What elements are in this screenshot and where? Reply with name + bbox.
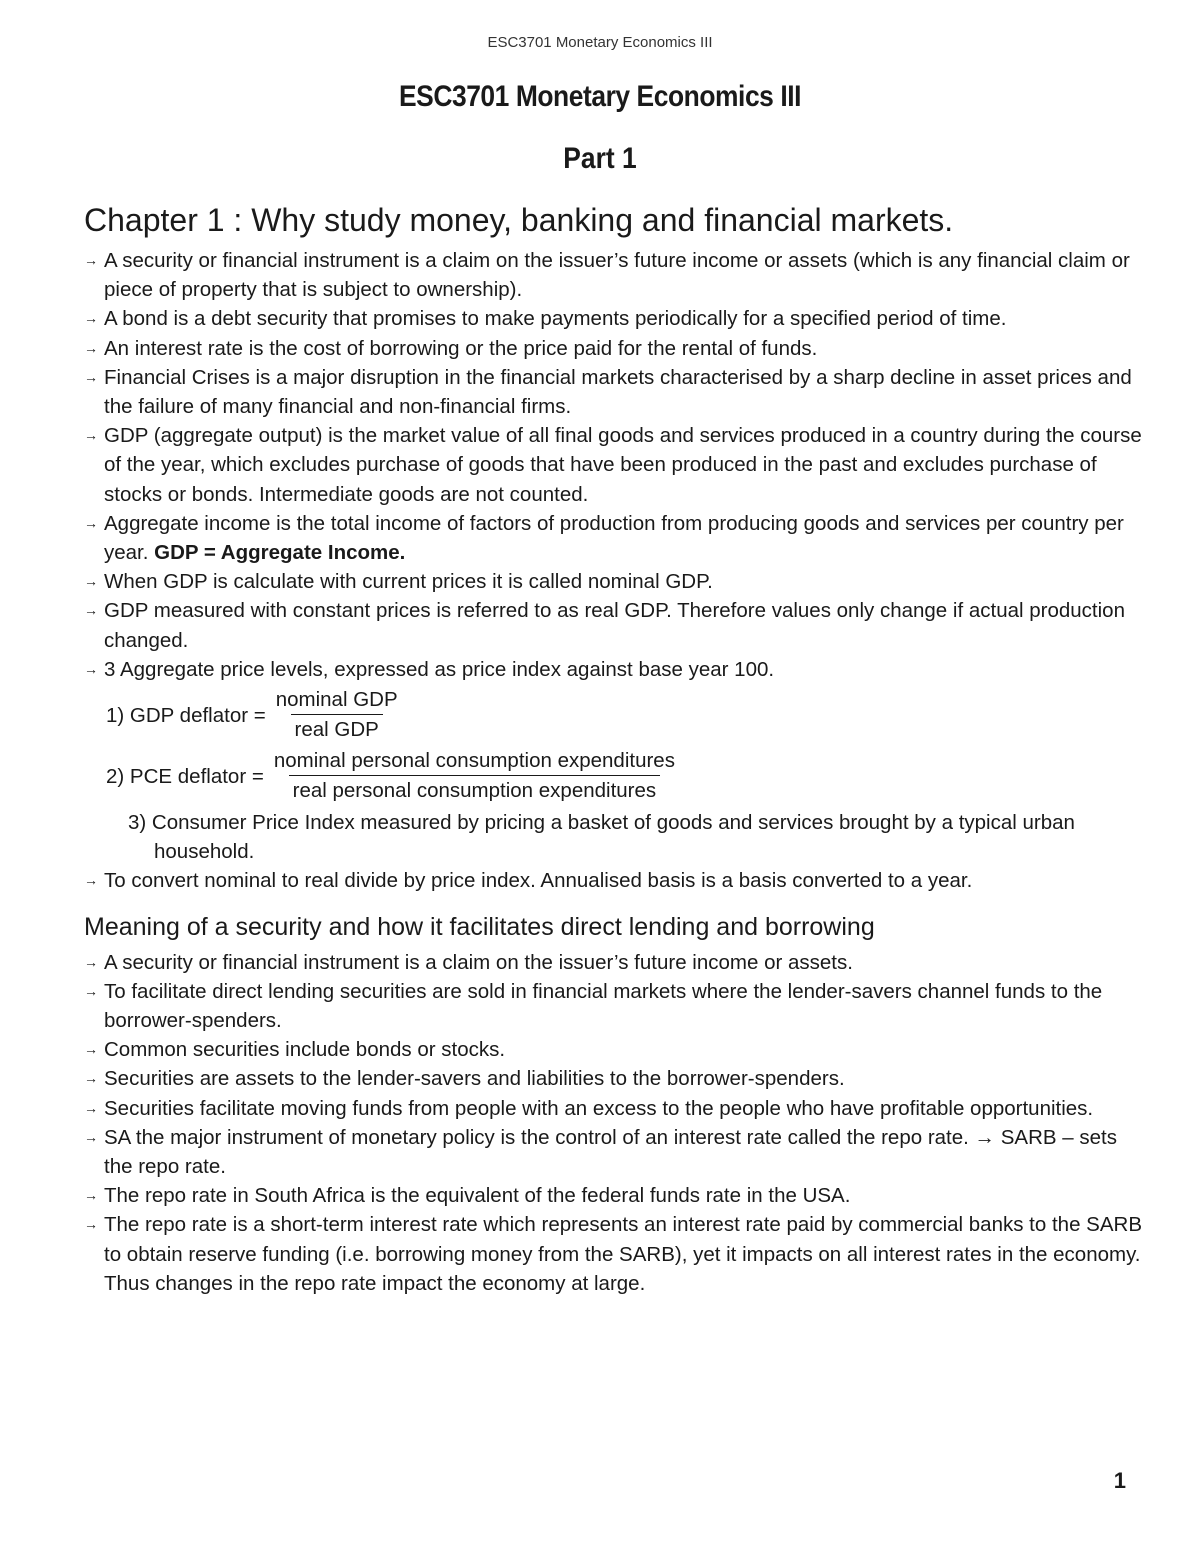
- denominator: real GDP: [291, 714, 383, 745]
- arrow-icon: →: [84, 660, 98, 677]
- cpi-definition: 3) Consumer Price Index measured by pricing a basket of goods and services brought by a typical urban household.: [128, 811, 1075, 864]
- list-item: → Aggregate income is the total income of factors of production from producing goods and services per country per year. GDP = Aggregate Income.: [84, 509, 1144, 567]
- arrow-icon: →: [84, 339, 98, 356]
- list-item: → The repo rate is a short-term interest rate which represents an interest rate paid by commercial banks to the SARB to obtain reserve funding (i.e. borrowing money from the SARB), yet it impacts on all interest rates in the economy. Thus changes in the repo rate impact the economy at large.: [84, 1210, 1144, 1298]
- section-heading: Meaning of a security and how it facilitates direct lending and borrowing: [84, 912, 875, 941]
- arrow-icon: →: [84, 953, 98, 970]
- arrow-icon: →: [84, 1099, 98, 1116]
- gdp-deflator-formula: [84, 686, 1144, 745]
- arrow-icon: →: [84, 1041, 98, 1058]
- chapter-heading: Chapter 1 : Why study money, banking and financial markets.: [84, 202, 954, 238]
- list-item: → A bond is a debt security that promises to make payments periodically for a specified period of time.: [84, 304, 1144, 333]
- list-item: → A security or financial instrument is a claim on the issuer’s future income or assets.: [84, 948, 1144, 977]
- arrow-icon: →: [84, 427, 98, 444]
- chapter-closing-list: [84, 866, 1144, 895]
- list-item: → The repo rate in South Africa is the equivalent of the federal funds rate in the USA.: [84, 1181, 1144, 1210]
- arrow-icon: →: [84, 602, 98, 619]
- numerator: nominal personal consumption expenditures: [273, 749, 675, 773]
- list-item: → SA the major instrument of monetary policy is the control of an interest rate called the repo rate. → SARB – sets the repo rate.: [84, 1123, 1144, 1181]
- arrow-icon: →: [84, 1216, 98, 1233]
- list-item: → When GDP is calculate with current prices it is called nominal GDP.: [84, 567, 1144, 596]
- part-title: Part 1: [563, 142, 637, 175]
- arrow-icon: →: [84, 1187, 98, 1204]
- arrow-icon: →: [84, 1070, 98, 1087]
- document-title: ESC3701 Monetary Economics III: [398, 80, 802, 113]
- list-item: → Securities facilitate moving funds from people with an excess to the people who have profitable opportunities.: [84, 1094, 1144, 1123]
- denominator: real personal consumption expenditures: [289, 775, 661, 806]
- list-item: → To convert nominal to real divide by price index. Annualised basis is a basis converted to a year.: [84, 866, 1144, 895]
- list-item: → Securities are assets to the lender-savers and liabilities to the borrower-spenders.: [84, 1064, 1144, 1093]
- list-item: → 3 Aggregate price levels, expressed as price index against base year 100.: [84, 655, 1144, 684]
- arrow-icon: →: [84, 573, 98, 590]
- list-item: → A security or financial instrument is a claim on the issuer’s future income or assets (which is any financial claim or piece of property that is subject to ownership).: [84, 246, 1144, 304]
- list-item: → An interest rate is the cost of borrowing or the price paid for the rental of funds.: [84, 334, 1144, 363]
- fraction: [270, 747, 679, 806]
- list-item: → To facilitate direct lending securities are sold in financial markets where the lender-savers channel funds to the borrower-spenders.: [84, 977, 1144, 1035]
- document-body: [84, 200, 1144, 1298]
- list-item: → GDP measured with constant prices is referred to as real GDP. Therefore values only change if actual production changed.: [84, 596, 1144, 654]
- arrow-icon: →: [84, 252, 98, 268]
- arrow-icon: →: [84, 514, 98, 531]
- arrow-icon: →: [84, 310, 98, 327]
- bold-statement: GDP = Aggregate Income.: [154, 541, 406, 565]
- arrow-icon: →: [84, 982, 98, 999]
- pce-deflator-formula: [84, 747, 1144, 806]
- list-item: → Common securities include bonds or stocks.: [84, 1035, 1144, 1064]
- arrow-icon: →: [84, 368, 98, 385]
- running-header: ESC3701 Monetary Economics III: [487, 34, 713, 51]
- formula-label: 1) GDP deflator =: [106, 703, 266, 727]
- chapter-bullet-list: [84, 246, 1144, 684]
- formula-label: 2) PCE deflator =: [106, 764, 264, 788]
- section-bullet-list: [84, 948, 1144, 1298]
- arrow-icon: →: [84, 872, 98, 889]
- page-number: 1: [1113, 1468, 1126, 1493]
- list-item: → Financial Crises is a major disruption in the financial markets characterised by a sharp decline in asset prices and the failure of many financial and non-financial firms.: [84, 363, 1144, 421]
- numerator: nominal GDP: [275, 688, 398, 712]
- list-item: → GDP (aggregate output) is the market value of all final goods and services produced in a country during the course of the year, which excludes purchase of goods that have been produced in the past and excludes purchase of stocks or bonds. Intermediate goods are not counted.: [84, 421, 1144, 509]
- arrow-icon: →: [84, 1128, 98, 1145]
- fraction: [272, 686, 402, 745]
